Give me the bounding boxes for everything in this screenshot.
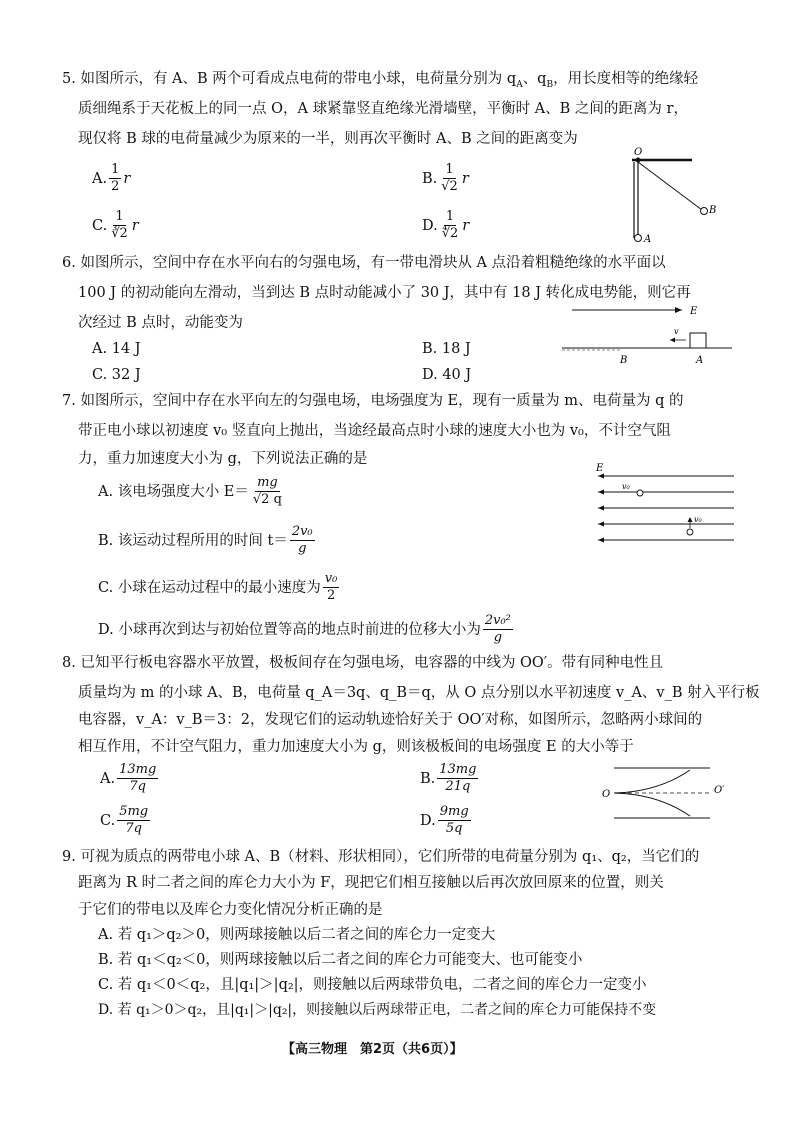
q7-line3: 力，重力加速度大小为 g，下列说法正确的是 <box>78 451 368 467</box>
q5-option-d[interactable]: D. $\frac{1}{∜2}$ r <box>422 209 470 242</box>
q5-line1: 5. 如图所示，有 A、B 两个可看成点电荷的带电小球，电荷量分别为 $q_A$、$q_B$，用长度相等的绝缘轻 <box>62 71 699 90</box>
q5-option-c[interactable]: C. $\frac{1}{∛2}$ r <box>92 209 139 242</box>
q7-figure <box>594 462 744 547</box>
q8-option-c[interactable]: C. $\frac{5mg}{7q}$ <box>100 804 149 837</box>
page-footer: 【高三物理 第2页（共6页）】 <box>282 1042 463 1057</box>
q8-figure <box>598 762 738 832</box>
q5-line3: 现仅将 B 球的电荷量减少为原来的一半，则再次平衡时 A、B 之间的距离变为 <box>78 131 578 147</box>
q7-line2: 带正电小球以初速度 v₀ 竖直向上抛出，当途经最高点时小球的速度大小也为 v₀，不计空气阻 <box>78 423 671 439</box>
q7-option-a[interactable]: A. 该电场强度大小 E＝ $\frac{mg}{√2 q}$ <box>98 475 282 508</box>
q9-line1: 9. 可视为质点的两带电小球 A、B（材料、形状相同），它们所带的电荷量分别为 q₁、q₂，当它们的 <box>62 849 700 865</box>
q6-option-a[interactable]: A. 14 J <box>92 341 141 357</box>
q8-line4: 相互作用，不计空气阻力，重力加速度大小为 g，则该极板间的电场强度 E 的大小等于 <box>78 739 634 755</box>
q7-fig-label-v0-bottom: v₀ <box>694 515 702 524</box>
q7-option-c[interactable]: C. 小球在运动过程中的最小速度为 $\frac{\text{v₀}}{2}$ <box>98 571 338 604</box>
q8-line1: 8. 已知平行板电容器水平放置，极板间存在匀强电场，电容器的中线为 OO′。带有同种电性且 <box>62 655 664 671</box>
q8-line3: 电容器，v_A：v_B＝3：2，发现它们的运动轨迹恰好关于 OO′对称，如图所示，忽略两小球间的 <box>78 712 703 728</box>
q9-option-b[interactable]: B. 若 q₁＜q₂＜0，则两球接触以后二者之间的库仑力可能变大、也可能变小 <box>98 952 583 968</box>
q8-line2: 质量均为 m 的小球 A、B，电荷量 q_A＝3q、q_B＝q，从 O 点分别以水平初速度 v_A、v_B 射入平行板 <box>78 685 760 701</box>
q7-fig-label-e: E <box>596 463 604 474</box>
q5-option-b[interactable]: B. $\frac{1}{√2}$ r <box>422 162 469 195</box>
q8-option-d[interactable]: D. $\frac{9mg}{5q}$ <box>420 804 469 837</box>
q6-fig-label-b: B <box>620 355 628 366</box>
q6-line1: 6. 如图所示，空间中存在水平向右的匀强电场，有一带电滑块从 A 点沿着粗糙绝缘的水平面以 <box>62 255 666 271</box>
q6-fig-label-e: E <box>690 306 698 317</box>
q6-option-d[interactable]: D. 40 J <box>422 367 472 383</box>
q9-option-c[interactable]: C. 若 q₁＜0＜q₂，且|q₁|＞|q₂|，则接触以后两球带负电，二者之间的库仑力一定变小 <box>98 977 647 993</box>
q5-figure <box>622 147 722 250</box>
q8-option-b[interactable]: B. $\frac{13mg}{21q}$ <box>420 762 477 795</box>
q6-line3: 次经过 B 点时，动能变为 <box>78 315 243 331</box>
q9-line2: 距离为 R 时二者之间的库仑力大小为 F，现把它们相互接触以后再次放回原来的位置，则关 <box>78 875 664 891</box>
q6-fig-label-a: A <box>696 355 704 366</box>
q5-fig-label-o: O <box>634 147 643 158</box>
q8-fig-label-o-prime: O′ <box>714 785 725 796</box>
q5-fig-label-b: B <box>709 205 717 216</box>
q7-option-b[interactable]: B. 该运动过程所用的时间 t＝ $\frac{\text{2v₀}}{g}$ <box>98 524 313 557</box>
q8-fig-label-o: O <box>602 789 611 800</box>
q6-option-b[interactable]: B. 18 J <box>422 341 471 357</box>
q5-fig-label-a: A <box>644 234 652 245</box>
q7-line1: 7. 如图所示，空间中存在水平向左的匀强电场，电场强度为 E，现有一质量为 m、电荷量为 q 的 <box>62 393 684 409</box>
q7-option-d[interactable]: D. 小球再次到达与初始位置等高的地点时前进的位移大小为 $\frac{\text{2v₀²}}{g}$ <box>98 613 511 646</box>
q9-line3: 于它们的带电以及库仑力变化情况分析正确的是 <box>78 902 383 918</box>
q9-option-d[interactable]: D. 若 q₁＞0＞q₂，且|q₁|＞|q₂|，则接触以后两球带正电，二者之间的库仑力可能保持不变 <box>98 1002 657 1018</box>
q5-line2: 质细绳系于天花板上的同一点 O，A 球紧靠竖直绝缘光滑墙壁，平衡时 A、B 之间的距离为 r， <box>78 101 688 117</box>
q5-option-a[interactable]: A. $\frac{1}{2}$ r <box>92 162 131 195</box>
q6-figure <box>562 300 742 370</box>
q9-option-a[interactable]: A. 若 q₁＞q₂＞0，则两球接触以后二者之间的库仑力一定变大 <box>98 927 496 943</box>
q6-line2: 100 J 的初动能向左滑动，当到达 B 点时动能减小了 30 J，其中有 18 J 转化成电势能，则它再 <box>78 285 691 301</box>
q7-fig-label-v0-top: v₀ <box>622 482 630 491</box>
q6-option-c[interactable]: C. 32 J <box>92 367 141 383</box>
q8-option-a[interactable]: A. $\frac{13mg}{7q}$ <box>100 762 157 795</box>
q6-fig-label-v: v <box>674 327 679 336</box>
